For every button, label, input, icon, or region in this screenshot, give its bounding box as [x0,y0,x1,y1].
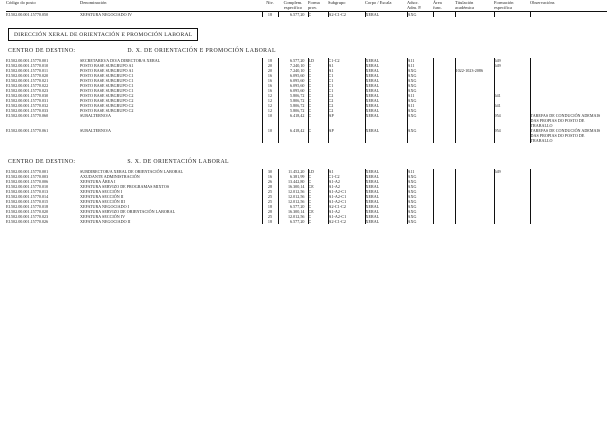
cell-denominacion: XEFATURA SERVIZO DE PROGRAMAS MIXTOS [80,184,170,190]
cell-codigo: EI.502.00.001.15770.020 [6,73,49,79]
cell-denominacion: POSTO BASE SUBGRUPO A1 [80,68,134,74]
cell-forma: CE [308,184,328,189]
cell-codigo: EI.502.00.001.15770.060 [6,113,49,119]
col-header-adscricion [407,0,433,11]
cell-corpo: XERAL [365,98,407,103]
cell-nivel: 10 [262,113,278,128]
cell-nivel: 12 [262,108,278,113]
cell-nivel: 12 [262,93,278,98]
cell-forma: C [308,113,328,128]
cell-codigo: EI.502.00.001.15770.061 [6,128,49,134]
cell-codigo: EI.502.00.001.15770.033 [6,108,49,114]
cell-corpo: XERAL [365,184,407,189]
cell-complemento: 6.577,20 [278,204,308,209]
cell-complemento: 6.095,60 [278,83,308,88]
cell-codigo: EI.502.00.001.15770.023 [6,88,49,94]
cell-formacion: 954 [494,113,530,128]
cell-titulacion [455,219,494,224]
cell-denominacion: XEFATURA SECCIÓN II [80,194,124,200]
cell-nivel: 18 [262,204,278,209]
cell-nivel: 12 [262,103,278,108]
cell-formacion: 641 [494,103,530,108]
cell-forma: C [308,214,328,219]
cell-subgrupo: C1 [328,78,365,83]
cell-codigo: EI.502.00.001.15770.023 [6,214,49,220]
col-header-titulacion-bottom: académica [455,5,474,11]
cell-subgrupo: AP [328,113,365,128]
cell-codigo: EI.502.00.001.15770.050 [6,11,49,17]
cell-denominacion: SUBALTERNO/A [80,113,112,119]
cell-forma: LD [308,169,328,174]
cell-observacions [530,219,607,224]
cell-adscricion: AXG [407,179,433,184]
cell-subgrupo: C2 [328,93,365,98]
cell-adscricion: AXG [407,189,433,194]
col-header-adscricion-bottom: Adm. P. [407,5,422,11]
cell-complemento: 6.418,42 [278,128,308,143]
table-row[interactable] [6,219,607,224]
cell-denominacion: POSTO BASE SUBGRUPO A1 [80,63,134,69]
cell-adscricion: AXG [407,73,433,78]
cell-complemento: 12.012,56 [278,189,308,194]
cell-denominacion: POSTO BASE SUBGRUPO C2 [80,103,134,109]
cell-complemento: 5.806,72 [278,108,308,113]
cell-corpo: XERAL [365,68,407,73]
cell-codigo: EI.502.00.001.15770.001 [6,58,49,64]
cell-subgrupo: A1-A2-C1 [328,189,365,194]
cell-corpo: XERAL [365,93,407,98]
cell-adscricion: AXG [407,184,433,189]
cell-adscricion: AXG [407,98,433,103]
cell-denominacion: XEFATURA NEGOCIADO I [80,204,129,210]
cell-titulacion: 1022-1023-2086 [455,68,494,73]
cell-nivel: 18 [262,219,278,224]
col-header-observacions: Observacións [530,0,555,5]
cell-denominacion: XEFATURA SECCIÓN IV [80,214,126,220]
col-header-denominacion: Denominación [80,0,107,5]
cell-formacion: 641 [494,93,530,98]
cell-nivel: 20 [262,63,278,68]
cell-adscricion: A11 [407,103,433,108]
cell-denominacion: AXUDANTE ADMINISTRACIÓN [80,174,140,180]
cell-corpo: XERAL [365,174,407,179]
cell-complemento: 7.240,10 [278,63,308,68]
section-gap [6,143,607,159]
cell-nivel: 26 [262,179,278,184]
cell-denominacion: SUBDIRECTOR/A XERAL DE ORIENTACIÓN LABORAL [80,169,184,175]
centro-destino-label: CENTRO DE DESTINO: [8,159,76,166]
cell-nivel: 16 [262,78,278,83]
cell-forma: C [308,189,328,194]
cell-complemento: 5.806,72 [278,103,308,108]
cell-adscricion: AXG [407,11,433,17]
cell-corpo: XERAL [365,78,407,83]
col-header-corpo: Corpo / Escala [365,0,392,5]
cell-denominacion: SECRETARIO/A DO/A DIRECTOR/A XERAL [80,58,161,64]
col-header-area-bottom: func. [433,5,443,11]
cell-subgrupo: A1-A2 [328,184,365,189]
cell-forma: C [308,108,328,113]
cell-subgrupo: A1-A2 [328,179,365,184]
cell-corpo: XERAL [365,189,407,194]
centro-destino-value: D. X. DE ORIENTACIÓN E PROMOCIÓN LABORAL [127,48,276,55]
cell-forma: C [308,103,328,108]
centro-destino-row [6,159,607,169]
col-header-titulacion [455,0,494,11]
cell-corpo: XERAL [365,179,407,184]
cell-codigo: EI.502.00.001.15770.003 [6,174,49,180]
cell-complemento: 6.095,60 [278,73,308,78]
cell-nivel: 25 [262,199,278,204]
cell-subgrupo: A1-A2-C1 [328,199,365,204]
cell-codigo: EI.502.00.001.15770.021 [6,78,49,84]
cell-subgrupo: C1 [328,83,365,88]
centro-destino-row [6,48,607,58]
cell-denominacion: POSTO BASE SUBGRUPO C1 [80,83,134,89]
cell-nivel: 16 [262,174,278,179]
cell-forma: C [308,63,328,68]
cell-nivel: 28 [262,184,278,189]
cell-forma: C [308,174,328,179]
cell-nivel: 30 [262,169,278,174]
cell-forma: C [308,73,328,78]
cell-complemento: 16.300,14 [278,209,308,214]
cell-forma: C [308,179,328,184]
cell-forma: C [308,98,328,103]
cell-codigo: EI.502.00.001.15770.018 [6,204,49,210]
cell-forma: C [308,93,328,98]
cell-subgrupo: A1 [328,63,365,68]
cell-corpo: XERAL [365,113,407,128]
col-header-nivel-text: Niv. [266,0,274,5]
cell-formacion: 649 [494,169,530,174]
cell-formacion: 954 [494,128,530,143]
cell-area [433,113,455,128]
cell-adscricion: AXG [407,219,433,224]
cell-nivel: 10 [262,128,278,143]
cell-complemento: 6.577,20 [278,58,308,63]
cell-nivel: 12 [262,98,278,103]
cell-adscricion: AXG [407,68,433,73]
cell-denominacion: XEFATURA NEGOCIADO II [80,219,131,225]
cell-adscricion: AXG [407,108,433,113]
cell-corpo: XERAL [365,214,407,219]
cell-nivel: 16 [262,73,278,78]
centro-destino-value: S. X. DE ORIENTACIÓN LABORAL [127,159,229,166]
cell-codigo: EI.502.00.001.15770.013 [6,189,49,195]
cell-denominacion: XEFATURA NEGOCIADO IV [80,11,132,17]
cell-codigo: EI.502.00.001.15770.010 [6,63,49,69]
cell-corpo: XERAL [365,11,407,17]
unit-title-row [6,22,607,44]
cell-codigo: EI.502.00.001.15770.022 [6,83,49,89]
cell-complemento: 12.012,56 [278,214,308,219]
cell-denominacion: XEFATURA ÁREA I [80,179,116,185]
cell-forma: C [308,199,328,204]
table-row[interactable] [6,128,607,143]
cell-nivel: 25 [262,194,278,199]
cell-adscricion: AXG [407,83,433,88]
cell-codigo: EI.502.00.001.15770.010 [6,184,49,190]
col-header-forma-bottom: prov. [308,5,318,11]
cell-complemento: 16.300,14 [278,184,308,189]
cell-denominacion: POSTO BASE SUBGRUPO C2 [80,98,134,104]
col-header-forma-top: Forma [308,0,320,5]
cell-subgrupo: C2 [328,98,365,103]
cell-complemento: 5.806,72 [278,98,308,103]
cell-codigo: EI.502.00.001.15770.001 [6,169,49,175]
cell-subgrupo: A1-A2 [328,209,365,214]
cell-formacion: 649 [494,58,530,63]
cell-adscricion: AXG [407,209,433,214]
cell-complemento: 7.240,10 [278,68,308,73]
cell-titulacion [455,113,494,128]
cell-corpo: XERAL [365,83,407,88]
cell-forma: C [308,88,328,93]
col-header-nivel [262,0,278,11]
cell-corpo: XERAL [365,209,407,214]
cell-corpo: XERAL [365,58,407,63]
cell-adscricion: AXG [407,128,433,143]
cell-forma: C [308,83,328,88]
cell-codigo: EI.502.00.001.15770.006 [6,179,49,185]
cell-subgrupo: C1 [328,88,365,93]
col-header-formacion [494,0,530,11]
cell-codigo: EI.502.00.001.15770.026 [6,219,49,225]
cell-complemento: 6.577,20 [278,219,308,224]
cell-denominacion: XEFATURA SERVIZO DE ORIENTACIÓN LABORAL [80,209,176,215]
cell-subgrupo: A2-C1-C2 [328,204,365,209]
cell-codigo: EI.502.00.001.15770.014 [6,194,49,200]
cell-nivel: 18 [262,58,278,63]
cell-complemento: 6.095,60 [278,78,308,83]
cell-area [433,128,455,143]
cell-formacion: 649 [494,63,530,68]
cell-formacion [494,219,530,224]
col-header-adscricion-top: Adscr. [407,0,419,5]
cell-corpo: XERAL [365,204,407,209]
cell-subgrupo: A1 [328,68,365,73]
cell-codigo: EI.502.00.001.15770.011 [6,68,49,74]
cell-adscricion: AXG [407,113,433,128]
cell-forma: C [308,204,328,209]
cell-subgrupo: A1 [328,169,365,174]
cell-corpo: XERAL [365,194,407,199]
col-header-complemento [278,0,308,11]
unit-title: DIRECCIÓN XERAL DE ORIENTACIÓN E PROMOCIÓN LABORAL [8,28,198,41]
cell-adscricion: A11 [407,58,433,63]
cell-complemento: 11.452,20 [278,169,308,174]
cell-forma: C [308,11,328,17]
cell-adscricion: A11 [407,169,433,174]
cell-forma: C [308,128,328,143]
cell-subgrupo: A2-C1-C2 [328,11,365,17]
cell-nivel: 25 [262,189,278,194]
cell-corpo: XERAL [365,63,407,68]
cell-observacions: TAREFAS DE CONDUCIÓN ADEMAIS DAS PROPIAS DO POSTO DE TRABALLO [530,113,607,128]
cell-complemento: 6.381,99 [278,174,308,179]
cell-adscricion: AXG [407,194,433,199]
cell-subgrupo: C1-C2 [328,58,365,63]
cell-codigo: EI.502.00.001.15770.032 [6,103,49,109]
cell-codigo: EI.502.00.001.15770.020 [6,209,49,215]
cell-forma: LD [308,58,328,63]
cell-denominacion: XEFATURA SECCIÓN I [80,189,123,195]
cell-complemento: 13.442,80 [278,179,308,184]
cell-forma: CE [308,209,328,214]
cell-codigo: EI.502.00.001.15770.030 [6,93,49,99]
col-header-complemento-top: Complem. [283,0,303,5]
cell-corpo: XERAL [365,199,407,204]
cell-subgrupo: C2 [328,108,365,113]
cell-complemento: 6.418,42 [278,113,308,128]
cell-subgrupo: AP [328,128,365,143]
cell-forma: C [308,78,328,83]
cell-nivel: 16 [262,88,278,93]
cell-corpo: XERAL [365,88,407,93]
cell-corpo: XERAL [365,103,407,108]
cell-adscricion: AXG [407,88,433,93]
rpt-table [6,0,607,224]
cell-nivel: 20 [262,68,278,73]
cell-adscricion: AXG [407,214,433,219]
table-header [6,0,607,11]
cell-adscricion: AXG [407,78,433,83]
cell-subgrupo: C1-C2 [328,174,365,179]
cell-forma: C [308,194,328,199]
cell-subgrupo: A1-A2-C1 [328,194,365,199]
cell-nivel: 28 [262,209,278,214]
cell-complemento: 12.012,56 [278,199,308,204]
cell-corpo: XERAL [365,128,407,143]
col-header-codigo: Código do posto [6,0,36,5]
cell-nivel: 16 [262,83,278,88]
cell-denominacion: POSTO BASE SUBGRUPO C2 [80,108,134,114]
cell-adscricion: AXG [407,174,433,179]
cell-corpo: XERAL [365,219,407,224]
cell-nivel: 25 [262,214,278,219]
cell-subgrupo: A1-A2-C1 [328,214,365,219]
cell-complemento: 6.577,20 [278,11,308,17]
centro-destino-label: CENTRO DE DESTINO: [8,48,76,55]
cell-forma: C [308,219,328,224]
cell-adscricion: AXG [407,204,433,209]
cell-denominacion: POSTO BASE SUBGRUPO C1 [80,88,134,94]
cell-forma: C [308,68,328,73]
col-header-titulacion-top: Titulación [455,0,474,5]
cell-subgrupo: C2 [328,103,365,108]
cell-corpo: XERAL [365,108,407,113]
col-header-formacion-bottom: específica [494,5,513,11]
cell-corpo: XERAL [365,73,407,78]
col-header-complemento-bottom: específico [283,5,303,11]
col-header-forma [308,0,328,11]
col-header-formacion-top: Formación [494,0,514,5]
cell-observacions: TAREFAS DE CONDUCIÓN ADEMAIS DAS PROPIAS DO POSTO DE TRABALLO [530,128,607,143]
cell-area [433,219,455,224]
col-header-subgrupo: Subgrupo [328,0,346,5]
cell-corpo: XERAL [365,169,407,174]
cell-denominacion: POSTO BASE SUBGRUPO C1 [80,78,134,84]
table-body [6,11,607,224]
cell-denominacion: SUBALTERNO/A [80,128,112,134]
cell-codigo: EI.502.00.001.15770.031 [6,98,49,104]
cell-denominacion: POSTO BASE SUBGRUPO C1 [80,73,134,79]
cell-complemento: 6.095,60 [278,88,308,93]
col-header-area [433,0,455,11]
cell-codigo: EI.502.00.001.15770.015 [6,199,49,205]
cell-subgrupo: A2-C1-C2 [328,219,365,224]
cell-adscricion: A11 [407,93,433,98]
cell-complemento: 12.012,56 [278,194,308,199]
cell-titulacion [455,128,494,143]
table-row[interactable] [6,113,607,128]
cell-adscricion: AXG [407,199,433,204]
cell-denominacion: POSTO BASE SUBGRUPO C2 [80,93,134,99]
cell-subgrupo: C1 [328,73,365,78]
cell-complemento: 5.806,72 [278,93,308,98]
cell-adscricion: A11 [407,63,433,68]
cell-denominacion: XEFATURA SECCIÓN III [80,199,125,205]
cell-nivel: 18 [262,11,278,17]
col-header-area-top: Área [433,0,442,5]
